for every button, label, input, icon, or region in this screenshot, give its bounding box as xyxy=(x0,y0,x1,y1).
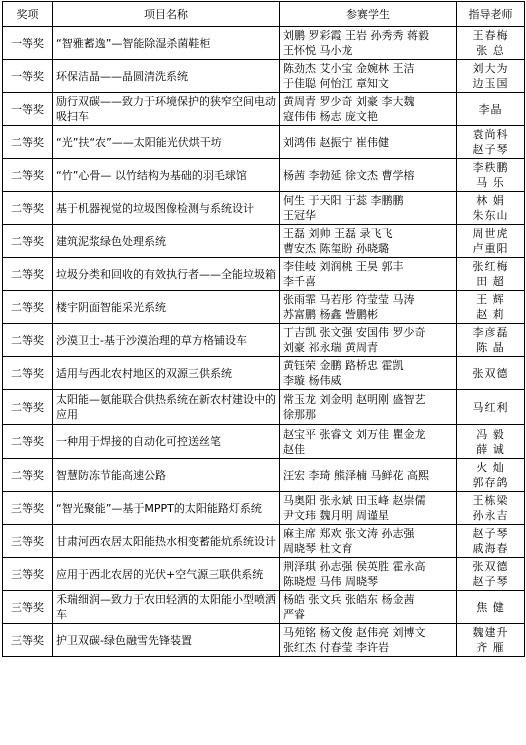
header-award: 奖项 xyxy=(3,2,53,27)
teacher-name: 李彦磊 xyxy=(472,326,509,339)
teacher-name: 李晶 xyxy=(478,102,503,116)
students-cell xyxy=(280,624,457,657)
teacher-name: 王 辉 xyxy=(476,293,505,306)
students-cell xyxy=(280,357,457,390)
student-line: 苏富鹏 杨鑫 訾鹏彬 xyxy=(283,308,378,321)
student-line: 王怀悦 马小龙 xyxy=(283,44,353,57)
teacher-name: 冯 毅 xyxy=(476,427,505,441)
table-body xyxy=(3,27,525,657)
award-cell: 二等奖 xyxy=(3,192,53,225)
teacher-name: 袁尚科 xyxy=(472,128,509,141)
project-name-cell: 楼宇阴面智能采光系统 xyxy=(53,291,280,324)
project-name-cell: “智雅蓄逸”—智能除湿杀菌鞋柜 xyxy=(53,27,280,60)
teacher-name: 赵子琴 xyxy=(472,575,509,588)
student-line: 何生 于天阳 于蕊 李鹏鹏 xyxy=(283,194,404,207)
project-name-cell: 沙漠卫士-基于沙漠治理的草方格铺设车 xyxy=(53,324,280,357)
teacher-name: 卢重阳 xyxy=(472,242,509,255)
project-name-cell: 建筑泥浆绿色处理系统 xyxy=(53,225,280,258)
table-row xyxy=(3,459,525,492)
award-cell: 二等奖 xyxy=(3,126,53,159)
award-cell: 三等奖 xyxy=(3,624,53,657)
student-line: 尹文玮 魏月明 周谨星 xyxy=(283,509,389,522)
student-line: 荆泽琪 孙志强 侯英胜 霍永高 xyxy=(283,560,426,573)
student-line: 常玉龙 刘金明 赵明刚 盛智艺 xyxy=(283,393,426,406)
student-line: 黄周青 罗少奇 刘豪 李大魏 xyxy=(283,95,415,108)
student-line: 汪宏 李琦 熊泽楠 马鲜花 高熙 xyxy=(283,468,429,482)
teacher-cell xyxy=(457,591,525,624)
students-cell xyxy=(280,591,457,624)
teacher-name: 郭存鸽 xyxy=(472,476,509,489)
table-row xyxy=(3,258,525,291)
award-cell: 二等奖 xyxy=(3,324,53,357)
teacher-name: 朱东山 xyxy=(472,209,509,222)
students-cell xyxy=(280,492,457,525)
teacher-name: 张红梅 xyxy=(472,260,509,273)
teacher-name: 陈 晶 xyxy=(476,341,505,354)
student-line: 李佳岐 刘润桃 王昊 郭丰 xyxy=(283,260,404,273)
student-line: 张雨霏 马若彤 符莹莹 马涛 xyxy=(283,293,415,306)
student-line: 刘鸿伟 赵振宁 崔伟健 xyxy=(283,135,389,149)
student-line: 麻主席 郑欢 张文涛 孙志强 xyxy=(283,527,415,540)
student-line: 张红杰 付春莹 李许岩 xyxy=(283,641,389,654)
table-row xyxy=(3,93,525,126)
student-line: 丁吉凯 张文强 安国伟 罗少奇 xyxy=(283,326,426,339)
project-name-cell: 护卫双碳-绿色融雪先锋装置 xyxy=(53,624,280,657)
table-row xyxy=(3,27,525,60)
teacher-name: 赵子琴 xyxy=(472,527,509,540)
table-row xyxy=(3,126,525,159)
student-line: 杨茜 李勃延 徐文杰 曹学榕 xyxy=(283,168,415,182)
header-students: 参赛学生 xyxy=(280,2,457,27)
project-name-cell: 应用于西北农居的光伏+空气源三联供系统 xyxy=(53,558,280,591)
teacher-cell xyxy=(457,192,525,225)
students-cell xyxy=(280,60,457,93)
table-row xyxy=(3,60,525,93)
student-line: 李千喜 xyxy=(283,275,316,288)
table-row xyxy=(3,591,525,624)
award-cell: 二等奖 xyxy=(3,225,53,258)
students-cell xyxy=(280,192,457,225)
header-project: 项目名称 xyxy=(53,2,280,27)
award-cell: 二等奖 xyxy=(3,459,53,492)
student-line: 陈劲杰 艾小宝 金婉林 王洁 xyxy=(283,62,415,75)
teacher-name: 赵子琴 xyxy=(472,143,509,156)
award-cell: 二等奖 xyxy=(3,159,53,192)
teacher-name: 薛 诚 xyxy=(476,442,505,456)
teacher-cell xyxy=(457,60,525,93)
project-name-cell: 励行双碳——致力于环境保护的狭窄空间电动吸扫车 xyxy=(53,93,280,126)
project-name-cell: 智慧防冻节能高速公路 xyxy=(53,459,280,492)
teacher-name: 马红利 xyxy=(472,400,509,414)
project-name-cell: 适用与西北农村地区的双源三供系统 xyxy=(53,357,280,390)
award-cell: 三等奖 xyxy=(3,525,53,558)
students-cell xyxy=(280,390,457,425)
teacher-name: 王春梅 xyxy=(472,29,509,42)
teacher-name: 张 总 xyxy=(476,44,505,57)
header-row xyxy=(3,2,525,27)
student-line: 赵佳 xyxy=(283,442,305,456)
teacher-name: 李秩鹏 xyxy=(472,161,509,174)
teacher-name: 林 娟 xyxy=(476,194,505,207)
student-line: 曹安杰 陈玺盼 孙晓璐 xyxy=(283,242,389,255)
teacher-cell xyxy=(457,225,525,258)
teacher-name: 戚海春 xyxy=(472,542,509,555)
teacher-cell xyxy=(457,459,525,492)
project-name-cell: 基于机器视觉的垃圾图像检测与系统设计 xyxy=(53,192,280,225)
students-cell xyxy=(280,126,457,159)
teacher-name: 马 乐 xyxy=(476,176,505,189)
table-row xyxy=(3,192,525,225)
project-name-cell: 太阳能—氨能联合供热系统在新农村建设中的应用 xyxy=(53,390,280,425)
project-name-cell: 甘肃河西农居太阳能热水相变蓄能炕系统设计 xyxy=(53,525,280,558)
table-row xyxy=(3,291,525,324)
teacher-name: 赵 莉 xyxy=(476,308,505,321)
award-cell: 一等奖 xyxy=(3,93,53,126)
award-cell: 三等奖 xyxy=(3,591,53,624)
award-cell: 二等奖 xyxy=(3,390,53,425)
teacher-cell xyxy=(457,558,525,591)
student-line: 赵宝平 张睿文 刘万佳 瞿金龙 xyxy=(283,427,426,441)
project-name-cell: 一种用于焊接的自动化可控送丝笔 xyxy=(53,425,280,459)
teacher-name: 孙永吉 xyxy=(472,509,509,522)
student-line: 王冠华 xyxy=(283,209,316,222)
teacher-cell xyxy=(457,425,525,459)
table-row xyxy=(3,225,525,258)
students-cell xyxy=(280,93,457,126)
table-row xyxy=(3,525,525,558)
students-cell xyxy=(280,558,457,591)
award-cell: 一等奖 xyxy=(3,27,53,60)
project-name-cell: 环保洁晶——晶圆清洗系统 xyxy=(53,60,280,93)
table-row xyxy=(3,324,525,357)
table-row xyxy=(3,159,525,192)
student-line: 寇伟伟 杨志 庞文艳 xyxy=(283,110,378,123)
teacher-cell xyxy=(457,27,525,60)
table-row xyxy=(3,558,525,591)
teacher-name: 王栋梁 xyxy=(472,494,509,507)
teacher-cell xyxy=(457,357,525,390)
student-line: 李璇 杨伟威 xyxy=(283,374,342,387)
project-name-cell: “光”扶“农”——太阳能光伏烘干坊 xyxy=(53,126,280,159)
award-cell: 一等奖 xyxy=(3,60,53,93)
table-row xyxy=(3,357,525,390)
teacher-name: 张双德 xyxy=(472,366,509,380)
students-cell xyxy=(280,258,457,291)
students-cell xyxy=(280,324,457,357)
students-cell xyxy=(280,291,457,324)
student-line: 周晓琴 杜文育 xyxy=(283,542,353,555)
award-cell: 二等奖 xyxy=(3,291,53,324)
teacher-name: 边玉国 xyxy=(472,77,509,90)
teacher-name: 周世虎 xyxy=(472,227,509,240)
students-cell xyxy=(280,225,457,258)
teacher-name: 火 灿 xyxy=(476,461,505,474)
student-line: 杨皓 张文兵 张皓东 杨金茜 xyxy=(283,593,415,606)
student-line: 于佳聪 何怡江 章知文 xyxy=(283,77,389,90)
project-name-cell: “智光聚能”—基于MPPT的太阳能路灯系统 xyxy=(53,492,280,525)
student-line: 马奥阳 张永斌 田玉峰 赵崇儒 xyxy=(283,494,426,507)
teacher-cell xyxy=(457,93,525,126)
teacher-cell xyxy=(457,492,525,525)
header-teacher: 指导老师 xyxy=(457,2,525,27)
students-cell xyxy=(280,525,457,558)
student-line: 陈晓煜 马伟 周晓琴 xyxy=(283,575,378,588)
awards-table xyxy=(2,1,525,657)
award-cell: 二等奖 xyxy=(3,357,53,390)
students-cell xyxy=(280,425,457,459)
teacher-cell xyxy=(457,258,525,291)
project-name-cell: “竹”心骨— 以竹结构为基础的羽毛球馆 xyxy=(53,159,280,192)
student-line: 严睿 xyxy=(283,608,305,621)
table-row xyxy=(3,624,525,657)
student-line: 王磊 刘帅 王磊 录飞飞 xyxy=(283,227,393,240)
teacher-cell xyxy=(457,324,525,357)
award-cell: 三等奖 xyxy=(3,492,53,525)
award-cell: 二等奖 xyxy=(3,258,53,291)
project-name-cell: 禾瑞细润—致力于农田轻洒的太阳能小型喷洒车 xyxy=(53,591,280,624)
teacher-cell xyxy=(457,126,525,159)
award-cell: 三等奖 xyxy=(3,558,53,591)
teacher-name: 齐 雁 xyxy=(476,641,505,654)
student-line: 马苑铭 杨文俊 赵伟亮 刘博文 xyxy=(283,626,426,639)
table-row xyxy=(3,390,525,425)
award-cell: 二等奖 xyxy=(3,425,53,459)
teacher-cell xyxy=(457,624,525,657)
table-row xyxy=(3,425,525,459)
teacher-cell xyxy=(457,390,525,425)
teacher-name: 田 超 xyxy=(476,275,505,288)
student-line: 黄钰荣 金鹏 路桥忠 霍凯 xyxy=(283,359,404,372)
teacher-cell xyxy=(457,525,525,558)
teacher-name: 张双德 xyxy=(472,560,509,573)
students-cell xyxy=(280,159,457,192)
teacher-name: 魏建升 xyxy=(472,626,509,639)
table-row xyxy=(3,492,525,525)
teacher-cell xyxy=(457,159,525,192)
students-cell xyxy=(280,27,457,60)
project-name-cell: 垃圾分类和回收的有效执行者——全能垃圾箱 xyxy=(53,258,280,291)
teacher-cell xyxy=(457,291,525,324)
students-cell xyxy=(280,459,457,492)
student-line: 刘鹏 罗彩霞 王岩 孙秀秀 蒋毅 xyxy=(283,29,429,42)
teacher-name: 焦 健 xyxy=(476,600,505,614)
student-line: 刘豪 祁永瑞 黄周青 xyxy=(283,341,378,354)
teacher-name: 刘大为 xyxy=(472,62,509,75)
student-line: 徐那那 xyxy=(283,408,316,421)
